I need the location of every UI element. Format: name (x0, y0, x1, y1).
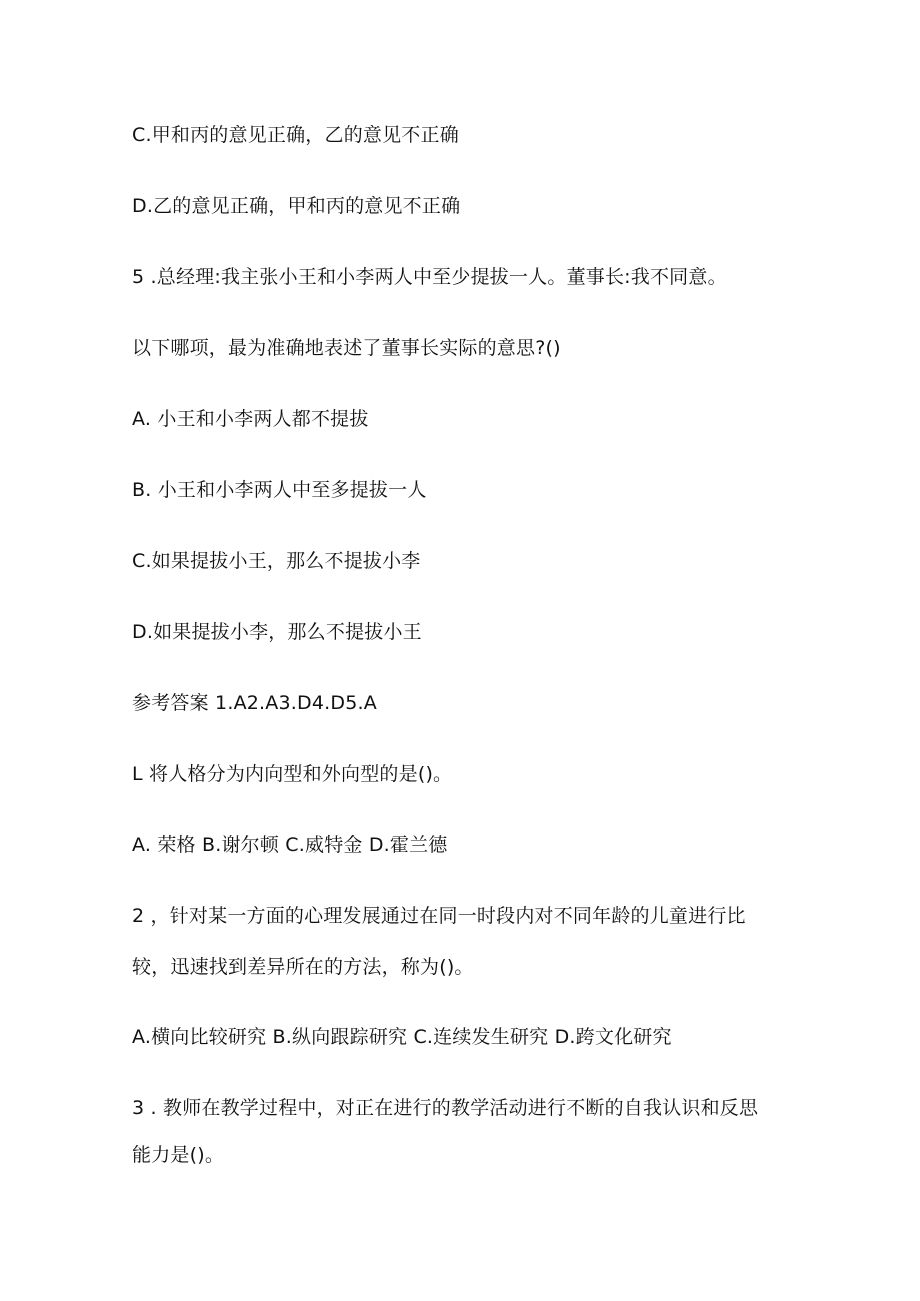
question-2-stem-line-1: 2 ，针对某一方面的心理发展通过在同一时段内对不同年龄的儿童进行比 (132, 905, 746, 927)
question-5-option-c: C.如果提拔小王，那么不提拔小李 (132, 550, 421, 572)
question-5-stem: 5 .总经理:我主张小王和小李两人中至少提拔一人。董事长:我不同意。 (132, 266, 727, 288)
question-5-option-b: B. 小王和小李两人中至多提拔一人 (132, 479, 427, 501)
question-3-stem-line-1: 3 . 教师在教学过程中，对正在进行的教学活动进行不断的自我认识和反思 (132, 1097, 759, 1119)
question-2-stem-line-2: 较，迅速找到差异所在的方法，称为()。 (132, 956, 474, 978)
question-2-options: A.横向比较研究 B.纵向跟踪研究 C.连续发生研究 D.跨文化研究 (132, 1026, 672, 1048)
question-5-prompt: 以下哪项，最为准确地表述了董事长实际的意思?() (132, 337, 561, 359)
question-5-option-d: D.如果提拔小李，那么不提拔小王 (132, 621, 422, 643)
option-d-previous-question: D.乙的意见正确，甲和丙的意见不正确 (132, 195, 461, 217)
question-1-stem: L 将人格分为内向型和外向型的是()。 (132, 763, 453, 785)
answer-key: 参考答案 1.A2.A3.D4.D5.A (132, 692, 377, 714)
question-1-options: A. 荣格 B.谢尔顿 C.威特金 D.霍兰德 (132, 834, 448, 856)
option-c-previous-question: C.甲和丙的意见正确，乙的意见不正确 (132, 124, 459, 146)
question-3-stem-line-2: 能力是()。 (132, 1144, 225, 1166)
question-5-option-a: A. 小王和小李两人都不提拔 (132, 408, 369, 430)
